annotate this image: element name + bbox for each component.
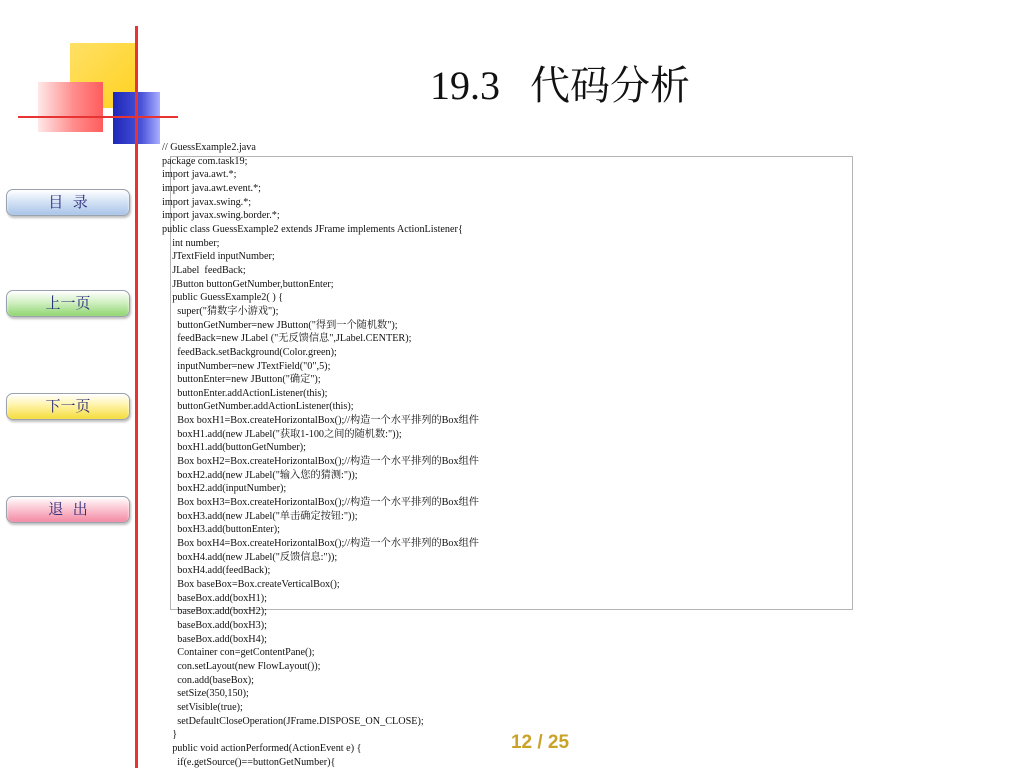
code-line: boxH1.add(new JLabel("获取1-100之间的随机数:")); — [162, 428, 402, 440]
decorative-red-square — [38, 82, 103, 132]
code-line: boxH3.add(new JLabel("单击确定按钮:")); — [162, 510, 358, 522]
code-line: con.setLayout(new FlowLayout()); — [162, 660, 321, 672]
code-line: buttonGetNumber=new JButton("得到一个随机数"); — [162, 319, 398, 331]
code-line: Box boxH2=Box.createHorizontalBox();//构造一个水平排列的Box组件 — [162, 456, 479, 468]
next-page-button[interactable]: 下一页 — [6, 393, 130, 420]
exit-button[interactable]: 退 出 — [6, 496, 130, 523]
previous-page-button[interactable]: 上一页 — [6, 290, 130, 317]
page-number: 12 / 25 — [510, 732, 570, 753]
decorative-vertical-line — [135, 26, 138, 768]
code-line: package com.task19; — [162, 155, 248, 167]
code-line: boxH4.add(new JLabel("反馈信息:")); — [162, 551, 338, 563]
code-line: baseBox.add(boxH2); — [162, 606, 267, 618]
code-line: baseBox.add(boxH3); — [162, 619, 267, 631]
code-line: setDefaultCloseOperation(JFrame.DISPOSE_ON_CLOSE); — [162, 715, 424, 727]
code-line: inputNumber=new JTextField("0",5); — [162, 360, 331, 372]
code-line: public class GuessExample2 extends JFrame implements ActionListener{ — [162, 223, 463, 235]
code-line: baseBox.add(boxH4); — [162, 633, 267, 645]
toc-button[interactable]: 目 录 — [6, 189, 130, 216]
code-line: buttonEnter=new JButton("确定"); — [162, 374, 321, 386]
code-line: Box boxH1=Box.createHorizontalBox();//构造一个水平排列的Box组件 — [162, 415, 479, 427]
code-line: Box baseBox=Box.createVerticalBox(); — [162, 579, 340, 590]
code-line: } — [162, 729, 178, 741]
code-line: Container con=getContentPane(); — [162, 647, 315, 659]
code-line: setSize(350,150); — [162, 688, 249, 700]
code-line: feedBack=new JLabel ("无反馈信息",JLabel.CENTER); — [162, 333, 412, 345]
code-line: Box boxH4=Box.createHorizontalBox();//构造一个水平排列的Box组件 — [162, 538, 479, 550]
code-line: boxH3.add(buttonEnter); — [162, 524, 280, 536]
code-line: buttonEnter.addActionListener(this); — [162, 387, 328, 399]
code-line: buttonGetNumber.addActionListener(this); — [162, 401, 354, 413]
code-line: if(e.getSource()==buttonGetNumber){ — [162, 756, 336, 768]
code-line: feedBack.setBackground(Color.green); — [162, 346, 337, 358]
code-line: JButton buttonGetNumber,buttonEnter; — [162, 278, 334, 290]
code-line: import javax.swing.*; — [162, 196, 252, 208]
code-line: JLabel feedBack; — [162, 264, 246, 276]
code-line: boxH1.add(buttonGetNumber); — [162, 442, 307, 454]
slide-title: 19.3 代码分析 — [430, 63, 690, 108]
code-line: super("猜数字小游戏"); — [162, 305, 279, 317]
code-line: import java.awt.*; — [162, 169, 237, 181]
code-line: public GuessExample2( ) { — [162, 292, 284, 304]
code-block — [162, 141, 852, 768]
code-line: public void actionPerformed(ActionEvent e) { — [162, 742, 362, 754]
code-line: import java.awt.event.*; — [162, 182, 262, 194]
code-line: // GuessExample2.java — [162, 142, 256, 153]
code-line: con.add(baseBox); — [162, 674, 254, 686]
code-line: JTextField inputNumber; — [162, 251, 275, 263]
code-line: boxH2.add(inputNumber); — [162, 483, 287, 495]
code-line: import javax.swing.border.*; — [162, 210, 280, 222]
decorative-horizontal-line — [18, 116, 178, 118]
code-line: Box boxH3=Box.createHorizontalBox();//构造一个水平排列的Box组件 — [162, 497, 479, 509]
code-line: setVisible(true); — [162, 701, 243, 713]
code-line: int number; — [162, 237, 220, 249]
code-line: boxH2.add(new JLabel("输入您的猜测:")); — [162, 469, 358, 481]
code-line: boxH4.add(feedBack); — [162, 565, 271, 577]
code-line: baseBox.add(boxH1); — [162, 592, 267, 604]
